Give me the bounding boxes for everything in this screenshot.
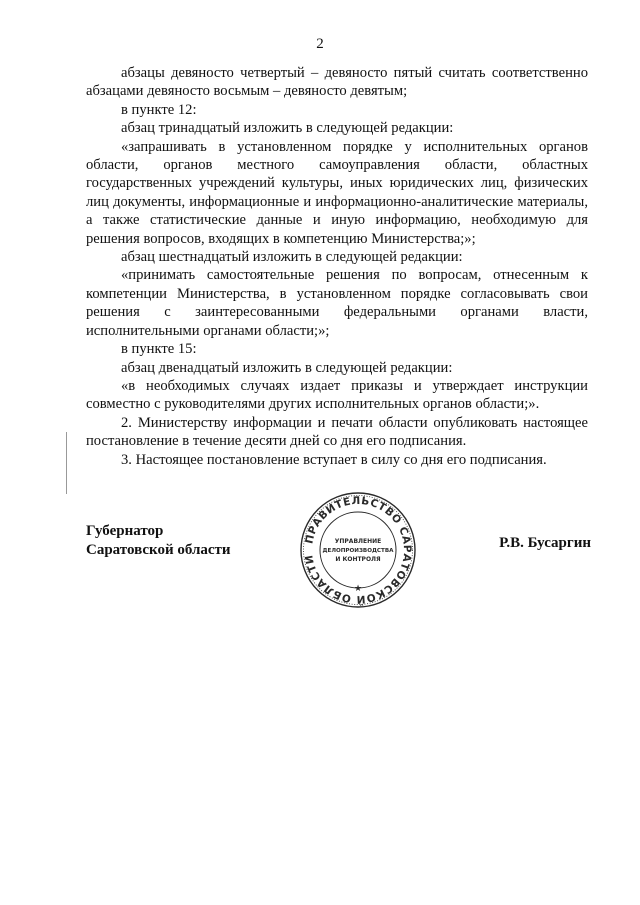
seal-star-icon: ★ — [353, 584, 363, 594]
paragraph-publication: 2. Министерству информации и печати области опубликовать настоящее постановление в течение десяти дней со дня его подписания. — [86, 414, 588, 450]
paragraph-sixteenth-intro: абзац шестнадцатый изложить в следующей редакции: — [121, 249, 463, 266]
paragraph-entry-into-force: 3. Настоящее постановление вступает в силу со дня его подписания. — [121, 451, 547, 468]
paragraph-twelfth-intro: абзац двенадцатый изложить в следующей редакции: — [121, 359, 453, 376]
official-seal — [298, 490, 418, 610]
signatory-title — [86, 522, 231, 560]
paragraph-twelfth-text: «в необходимых случаях издает приказы и утверждает инструкции совместно с руководителями других исполнительных органов области;». — [86, 377, 588, 413]
scan-artifact-line — [66, 432, 67, 494]
seal-center-line1: УПРАВЛЕНИЕ — [334, 538, 382, 545]
signatory-title-line2: Саратовской области — [86, 542, 231, 558]
paragraph-sixteenth-text: «принимать самостоятельные решения по вопросам, отнесенным к компетенции Министерства, в установленном порядке согласовывать свои решения с заинтересованными федеральными органами власти, исполнительными органами области;»; — [86, 267, 588, 339]
document-body — [86, 64, 588, 469]
signature-block — [86, 494, 591, 618]
paragraph-renumbering: абзацы девяносто четвертый – девяносто пятый считать соответственно абзацами девяносто восьмым – девяносто девятым; — [86, 65, 588, 100]
seal-ring-text: ПРАВИТЕЛЬСТВО САРАТОВСКОЙ ОБЛАСТИ — [303, 494, 414, 606]
paragraph-clause-12: в пункте 12: — [121, 101, 197, 118]
page-number: 2 — [316, 36, 324, 52]
paragraph-thirteenth-text: «запрашивать в установленном порядке у исполнительных органов области, органов местного самоуправления области, областных государственных учреждений культуры, иных юридических лиц, физических лиц документы, информационные и информационно-аналитические материалы, а также статистические данные и иную информацию, необходимую для решения вопросов, входящих в компетенцию Министерства;»; — [86, 138, 588, 247]
paragraph-thirteenth-intro: абзац тринадцатый изложить в следующей редакции: — [121, 120, 454, 137]
seal-center-line3: И КОНТРОЛЯ — [335, 556, 381, 563]
paragraph-clause-15: в пункте 15: — [121, 341, 197, 358]
seal-center-line2: ДЕЛОПРОИЗВОДСТВА — [322, 548, 394, 554]
signatory-title-line1: Губернатор — [86, 523, 164, 539]
signatory-name: Р.В. Бусаргин — [499, 535, 591, 551]
